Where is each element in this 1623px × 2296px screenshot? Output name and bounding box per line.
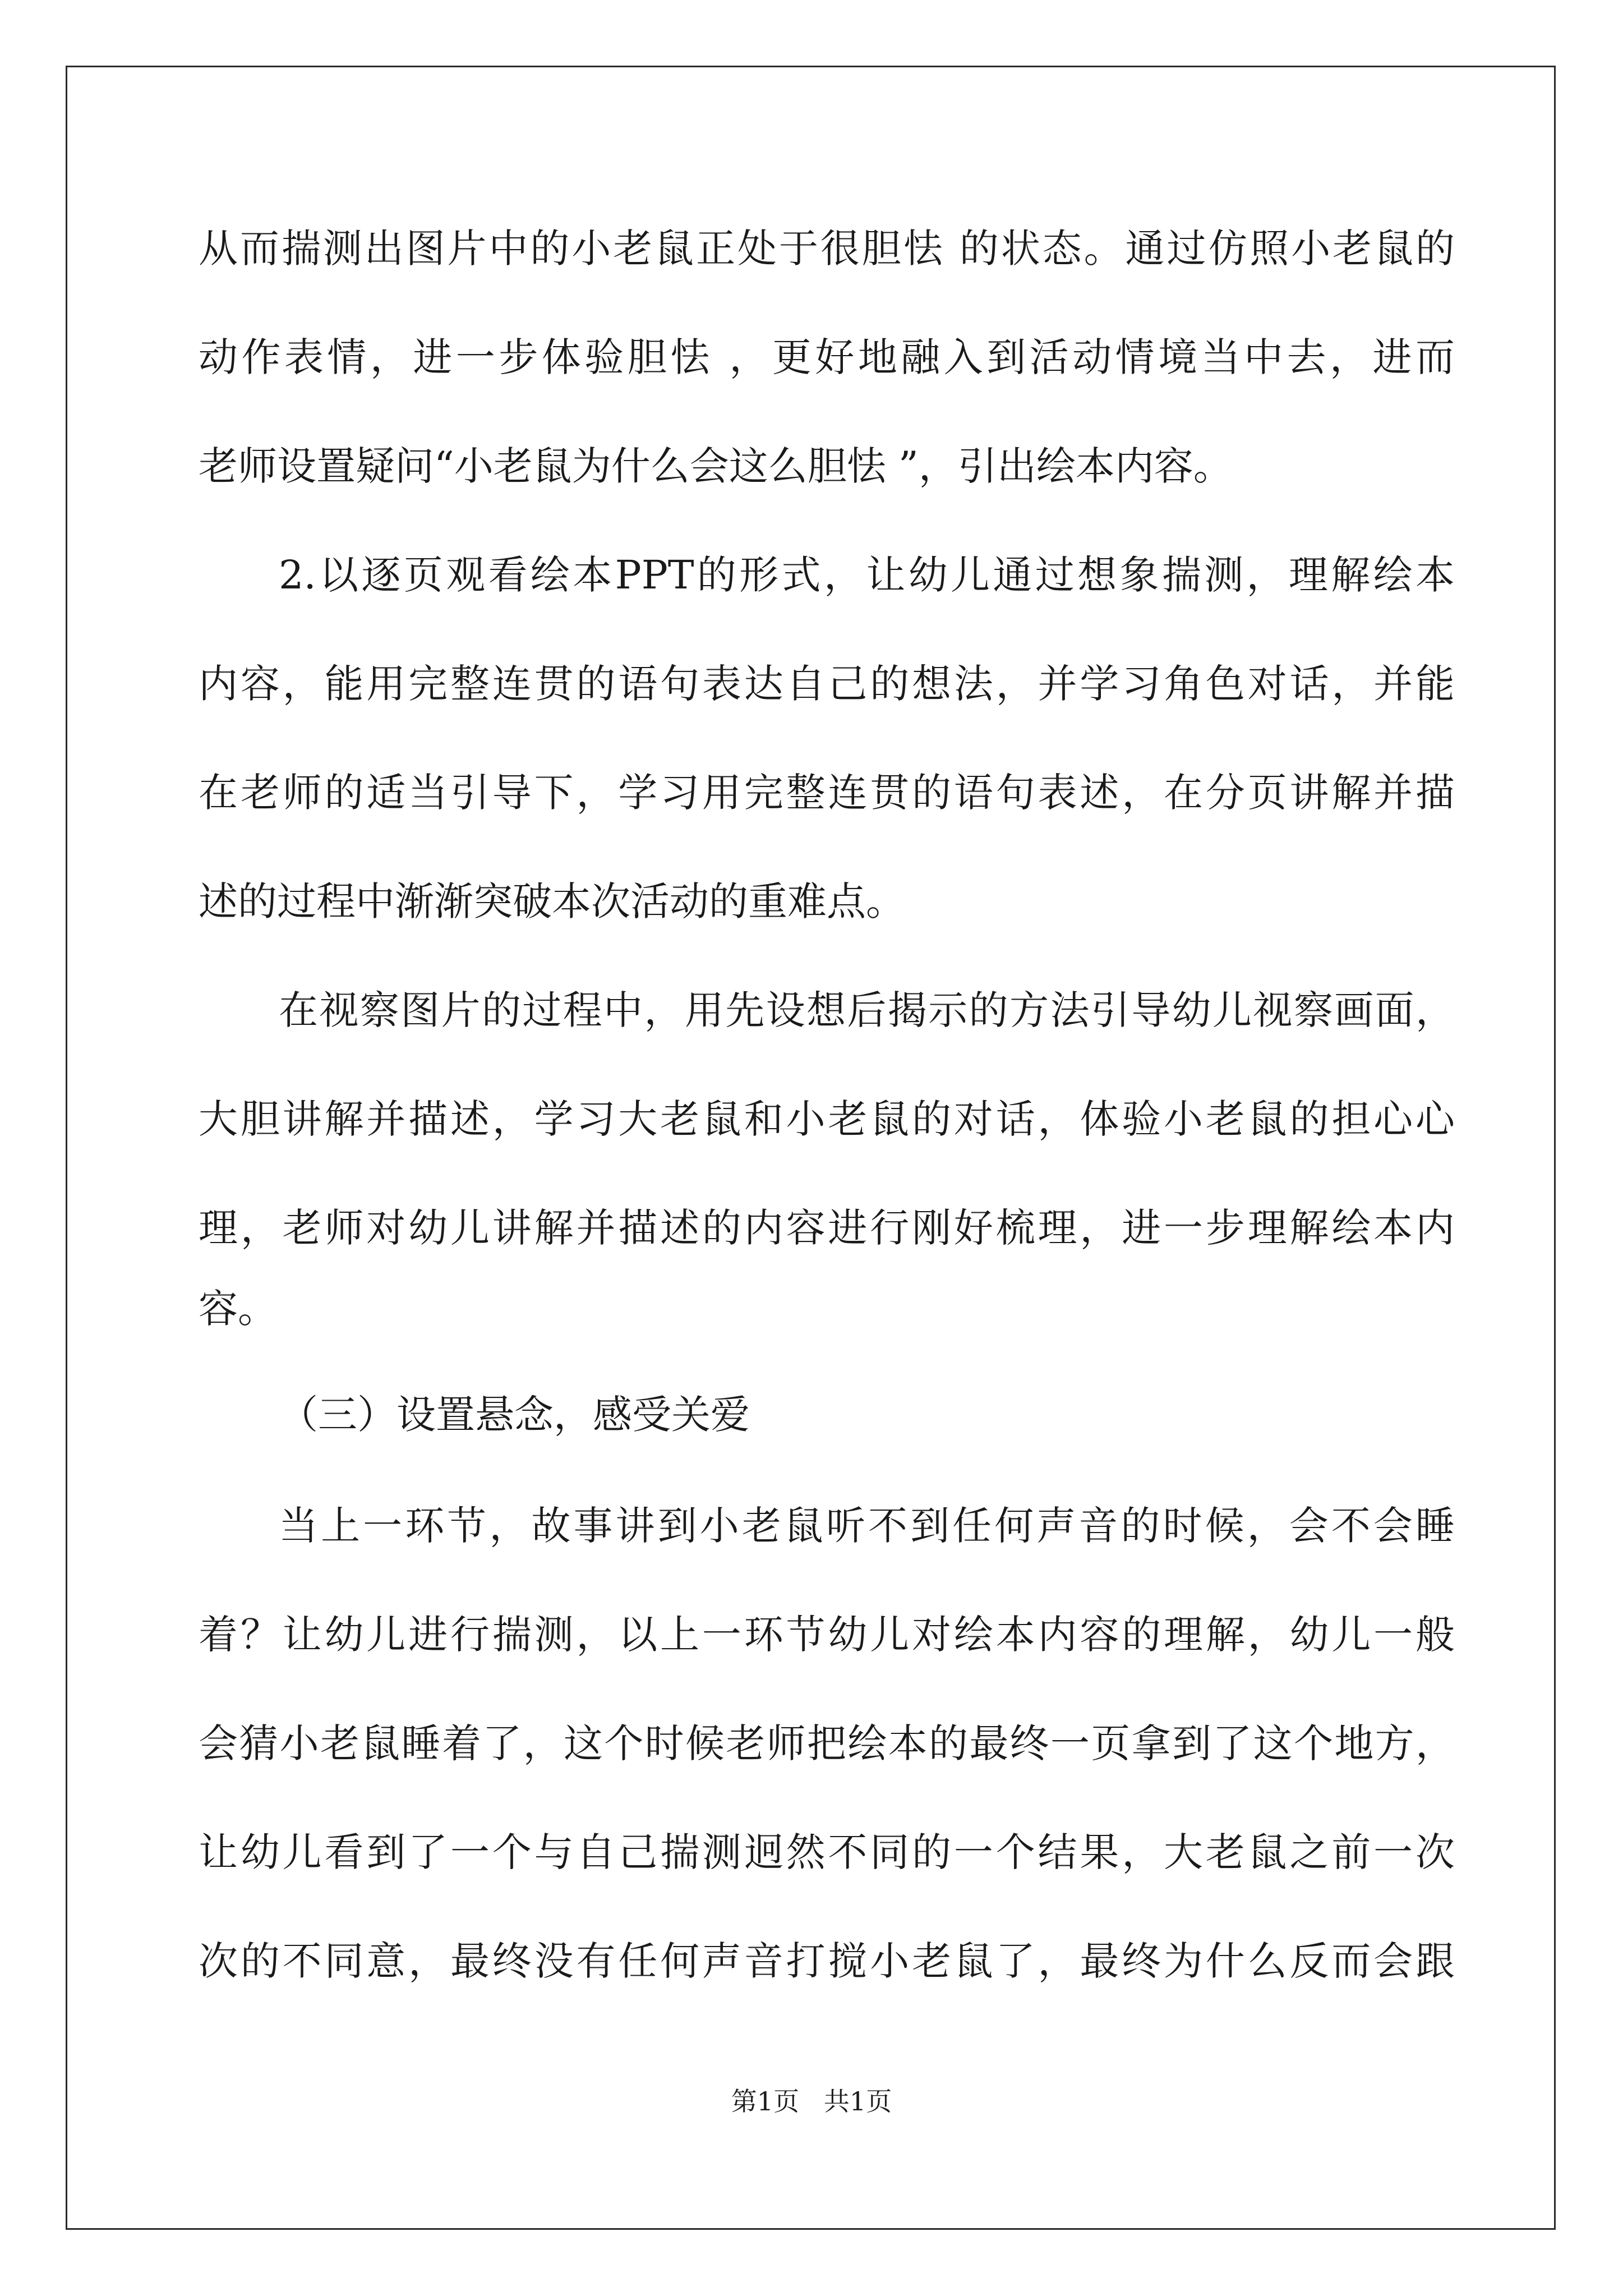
page-number-footer: 第1页 共1页	[731, 2086, 892, 2116]
text-line: 从而揣测出图片中的小老鼠正处于很胆怯 的状态。通过仿照小老鼠的	[199, 226, 1455, 272]
text-line: 内容，能用完整连贯的语句表达自己的想法，并学习角色对话，并能	[199, 661, 1455, 707]
text-line: 让幼儿看到了一个与自己揣测迥然不同的一个结果，大老鼠之前一次	[199, 1829, 1455, 1875]
text-line: 动作表情，进一步体验胆怯 ，更好地融入到活动情境当中去，进而	[199, 334, 1455, 380]
text-line: 理，老师对幼儿讲解并描述的内容进行刚好梳理，进一步理解绘本内	[199, 1205, 1455, 1251]
section-heading: （三）设置悬念，感受关爱	[279, 1392, 750, 1438]
text-line: 老师设置疑问“小老鼠为什么会这么胆怯 ”，引出绘本内容。	[199, 443, 1233, 489]
text-line: 次的不同意，最终没有任何声音打搅小老鼠了，最终为什么反而会跟	[199, 1938, 1455, 1984]
text-line: 当上一环节，故事讲到小老鼠听不到任何声音的时候，会不会睡	[279, 1503, 1455, 1549]
text-line: 在老师的适当引导下，学习用完整连贯的语句表述，在分页讲解并描	[199, 770, 1455, 816]
text-line: 大胆讲解并描述，学习大老鼠和小老鼠的对话，体验小老鼠的担心心	[199, 1096, 1455, 1142]
text-line: 述的过程中渐渐突破本次活动的重难点。	[199, 878, 905, 924]
text-line: 容。	[199, 1286, 277, 1332]
text-line: 着？让幼儿进行揣测，以上一环节幼儿对绘本内容的理解，幼儿一般	[199, 1612, 1455, 1658]
text-line: 2.以逐页观看绘本PPT的形式，让幼儿通过想象揣测，理解绘本	[279, 552, 1455, 598]
text-line: 会猜小老鼠睡着了，这个时候老师把绘本的最终一页拿到了这个地方，	[199, 1720, 1455, 1766]
text-line: 在视察图片的过程中，用先设想后揭示的方法引导幼儿视察画面，	[279, 987, 1455, 1033]
page-border	[66, 66, 1556, 2230]
